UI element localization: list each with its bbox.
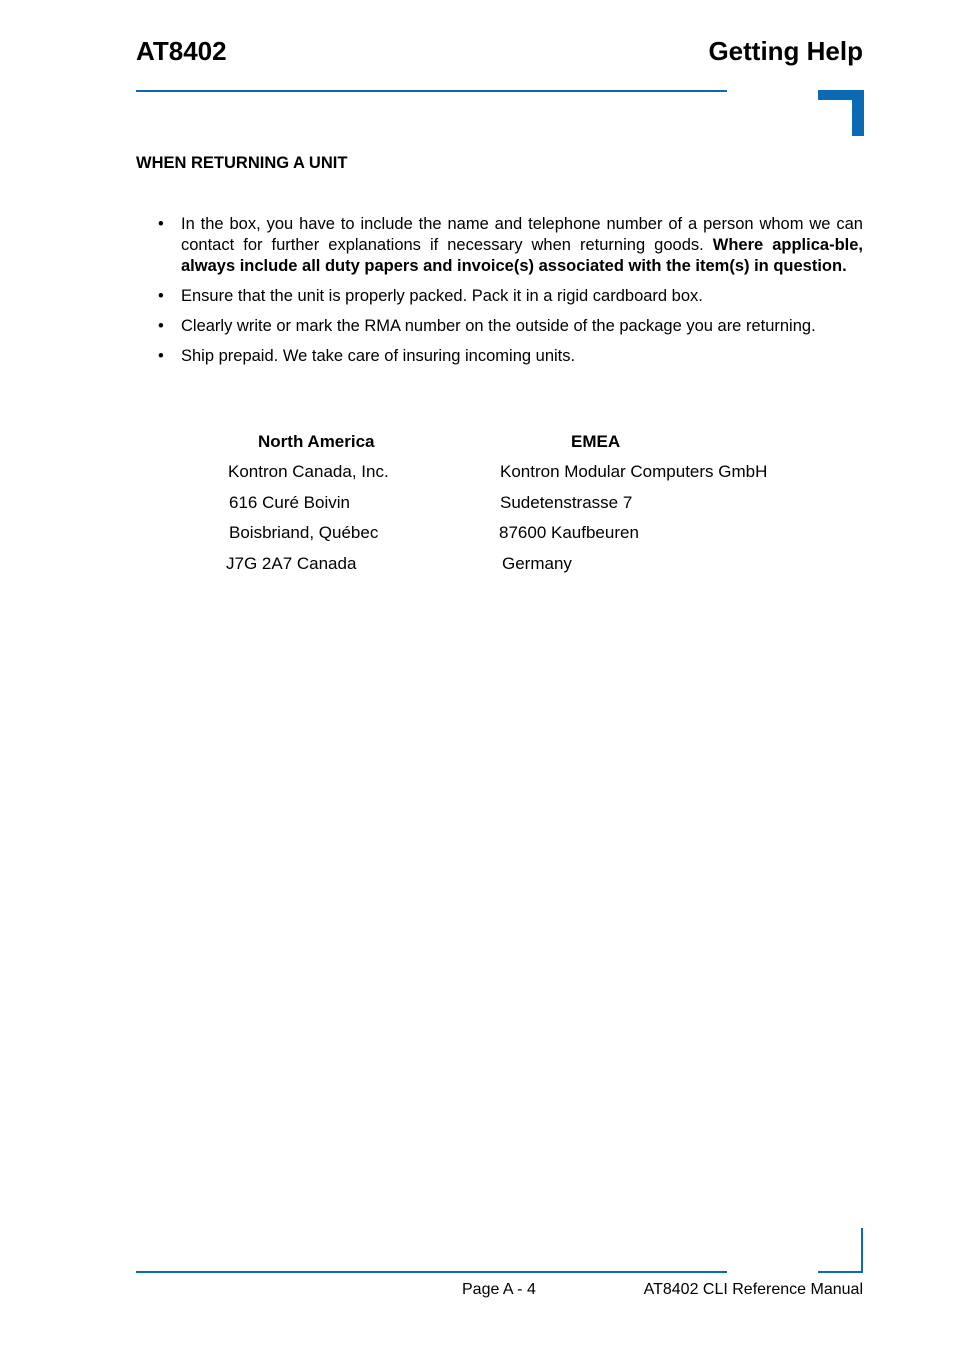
- address-heading: EMEA: [571, 432, 621, 451]
- section-title: WHEN RETURNING A UNIT: [136, 154, 348, 172]
- list-item-text: Clearly write or mark the RMA number on the outside of the package you are returning.: [181, 317, 816, 335]
- address-line: Boisbriand, Québec: [229, 523, 379, 542]
- list-item: [156, 316, 863, 337]
- bullet-icon: •: [158, 287, 164, 305]
- header-corner-mark-vertical: [852, 90, 864, 136]
- address-line: Sudetenstrasse 7: [500, 493, 633, 512]
- manual-title: AT8402 CLI Reference Manual: [643, 1281, 863, 1298]
- address-line: J7G 2A7 Canada: [226, 554, 357, 573]
- list-item: [156, 286, 863, 307]
- address-line: Germany: [502, 554, 572, 573]
- list-item-text: Ensure that the unit is properly packed. Pack it in a rigid cardboard box.: [181, 287, 703, 305]
- footer-rule: [136, 1271, 727, 1273]
- list-item: [156, 346, 863, 367]
- address-line: Kontron Modular Computers GmbH: [500, 462, 768, 481]
- address-line: 87600 Kaufbeuren: [499, 523, 639, 542]
- header-rule: [136, 90, 727, 92]
- address-line: Kontron Canada, Inc.: [228, 462, 389, 481]
- page-number: Page A - 4: [462, 1281, 536, 1298]
- footer-corner-mark-horizontal: [818, 1271, 863, 1273]
- footer-corner-mark: [861, 1228, 863, 1273]
- address-heading: North America: [258, 432, 375, 451]
- address-line: 616 Curé Boivin: [229, 493, 350, 512]
- list-item-bold-text: Where applica-ble, always include all duty papers and invoice(s) associated with the item(s) in question.: [181, 236, 863, 275]
- bullet-icon: •: [158, 317, 164, 335]
- instructions-list: [156, 214, 863, 376]
- list-item: [156, 214, 863, 277]
- bullet-icon: •: [158, 347, 164, 365]
- bullet-icon: •: [158, 215, 164, 233]
- list-item-text: In the box, you have to include the name and telephone number of a person whom we can contact for further explanations if necessary when returning goods.: [181, 215, 863, 254]
- list-item-text: Ship prepaid. We take care of insuring incoming units.: [181, 347, 576, 365]
- header-chapter: Getting Help: [708, 36, 863, 66]
- header-product: AT8402: [136, 36, 227, 66]
